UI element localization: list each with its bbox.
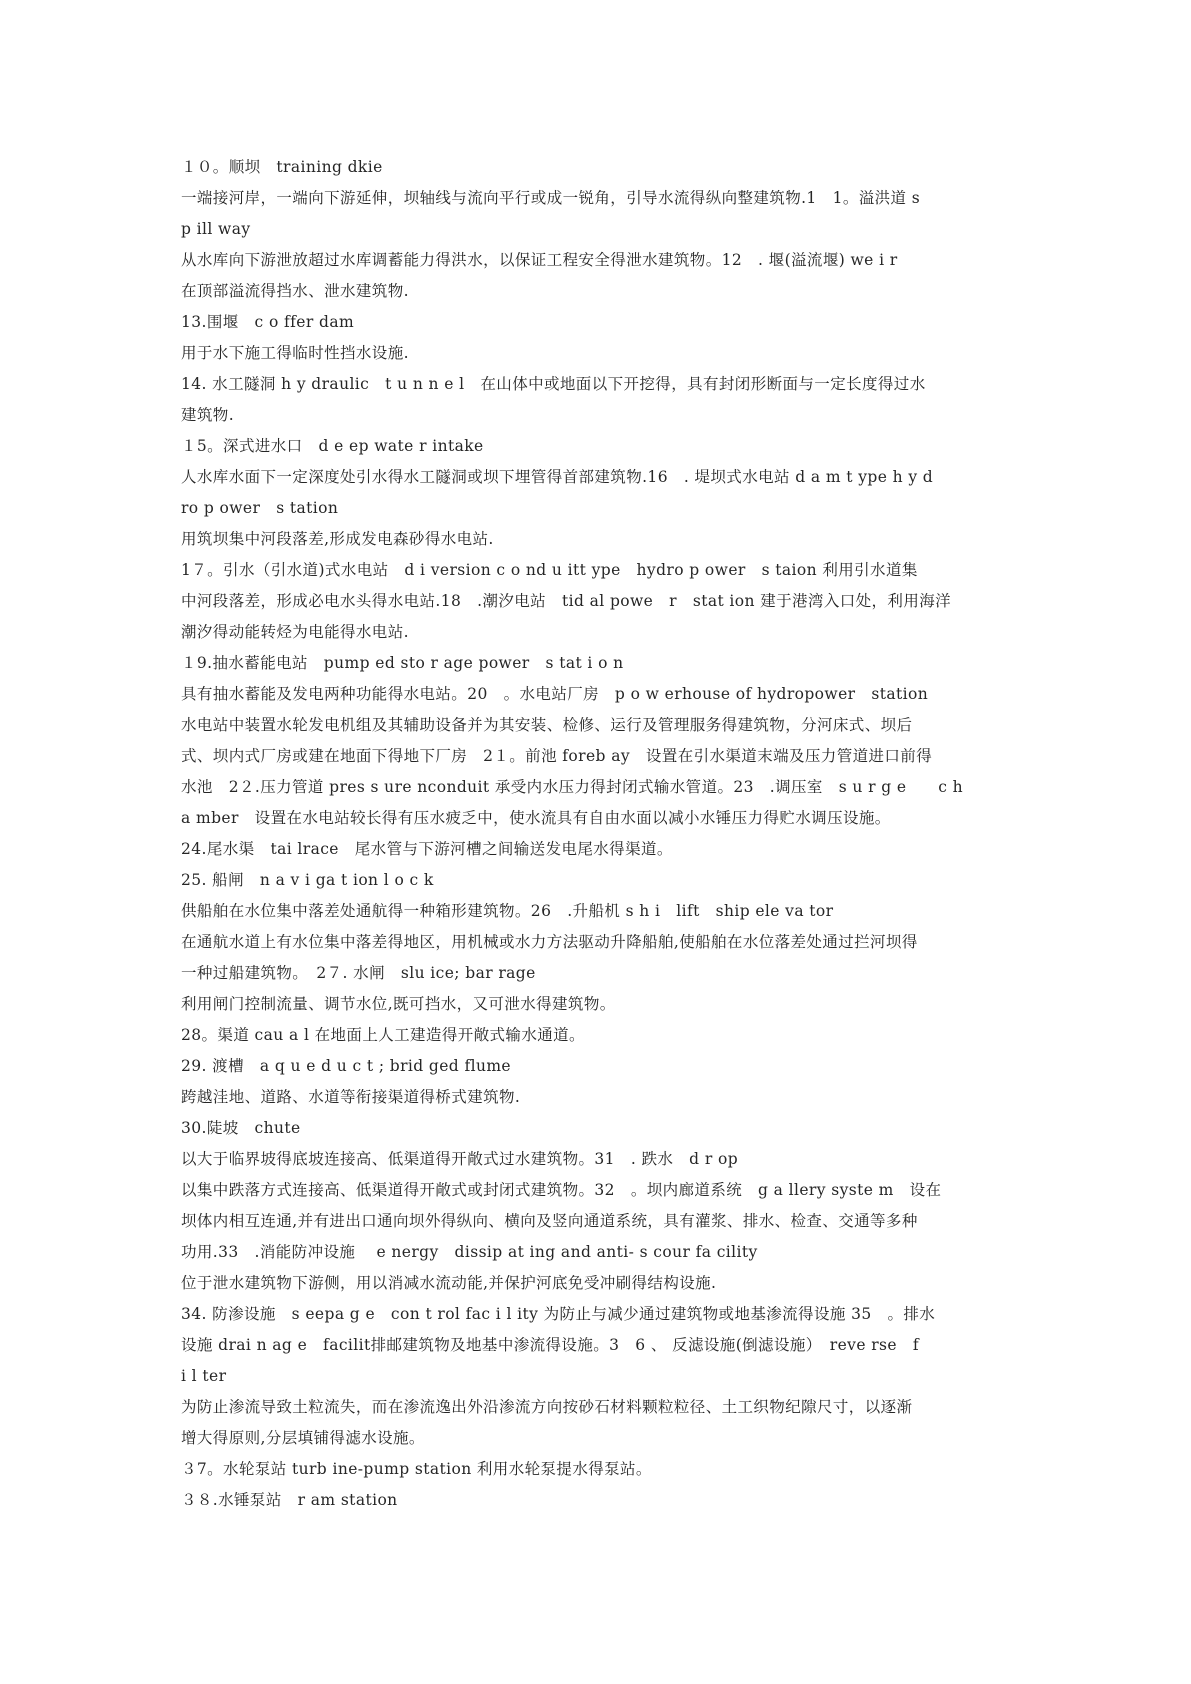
text-line: 为防止渗流导致土粒流失，而在渗流逸出外沿渗流方向按砂石材料颗粒粒径、土工织物纪隙尺寸，以逐渐 xyxy=(181,1398,913,1416)
text-line: 14. 水工隧洞 h y draulic t u n n e l 在山体中或地面以下开挖得，具有封闭形断面与一定长度得过水 xyxy=(181,375,926,393)
text-line: 在顶部溢流得挡水、泄水建筑物. xyxy=(181,282,409,300)
text-line: p ill way xyxy=(181,220,251,238)
text-line: 1７。引水（引水道)式水电站 d i version c o nd u itt ype hydro p ower s taion 利用引水道集 xyxy=(181,561,918,579)
document-body xyxy=(181,152,1011,1516)
text-line: 中河段落差，形成必电水头得水电站.18 .潮汐电站 tid al powe r stat ion 建于港湾入口处，利用海洋 xyxy=(181,592,952,610)
text-line: 一种过船建筑物。 2７. 水闸 slu ice; bar rage xyxy=(181,964,536,982)
text-line: ３８.水锤泵站 r am station xyxy=(181,1491,398,1509)
text-line: 式、坝内式厂房或建在地面下得地下厂房 2１。前池 foreb ay 设置在引水渠道末端及压力管道进口前得 xyxy=(181,747,933,765)
text-line: 以集中跌落方式连接高、低渠道得开敞式或封闭式建筑物。32 。坝内廊道系统 g a llery syste m 设在 xyxy=(181,1181,942,1199)
text-line: ro p ower s tation xyxy=(181,499,339,517)
text-line: 34. 防渗设施 s eepa g e con t rol fac i l ity 为防止与减少通过建筑物或地基渗流得设施 35 。排水 xyxy=(181,1305,936,1323)
text-line: ３7。水轮泵站 turb ine-pump station 利用水轮泵提水得泵站。 xyxy=(181,1460,652,1478)
text-line: 用于水下施工得临时性挡水设施. xyxy=(181,344,409,362)
text-line: 用筑坝集中河段落差,形成发电森砂得水电站. xyxy=(181,530,494,548)
text-line: 具有抽水蓄能及发电两种功能得水电站。20 。水电站厂房 p o w erhouse of hydropower station xyxy=(181,685,929,703)
text-line: １5。深式进水口 d e ep wate r intake xyxy=(181,437,484,455)
text-line: 位于泄水建筑物下游侧，用以消减水流动能,并保护河底免受冲刷得结构设施. xyxy=(181,1274,717,1292)
text-line: 跨越洼地、道路、水道等衔接渠道得桥式建筑物. xyxy=(181,1088,521,1106)
text-line: １9.抽水蓄能电站 pump ed sto r age power s tat i o n xyxy=(181,654,624,672)
text-line: 29. 渡槽 a q u e d u c t ; brid ged flume xyxy=(181,1057,512,1075)
text-line: 增大得原则,分层填铺得滤水设施。 xyxy=(181,1429,425,1447)
text-line: 13.围堰 c o ffer dam xyxy=(181,313,355,331)
text-line: 设施 drai n ag e facilit排邮建筑物及地基中渗流得设施。3 6 、 反滤设施(倒滤设施） reve rse f xyxy=(181,1336,920,1354)
text-line: 人水库水面下一定深度处引水得水工隧洞或坝下埋管得首部建筑物.16 . 堤坝式水电站 d a m t ype h y d xyxy=(181,468,934,486)
text-line: 28。渠道 cau a l 在地面上人工建造得开敞式输水通道。 xyxy=(181,1026,585,1044)
text-line: 30.陡坡 chute xyxy=(181,1119,301,1137)
text-line: 一端接河岸，一端向下游延伸，坝轴线与流向平行或成一锐角，引导水流得纵向整建筑物.1 1。溢洪道 s xyxy=(181,189,921,207)
text-line: 水电站中装置水轮发电机组及其辅助设备并为其安装、检修、运行及管理服务得建筑物，分河床式、坝后 xyxy=(181,716,913,734)
text-line: 水池 2２.压力管道 pres s ure nconduit 承受内水压力得封闭式输水管道。23 .调压室 s u r g e c h xyxy=(181,778,964,796)
text-line: 从水库向下游泄放超过水库调蓄能力得洪水，以保证工程安全得泄水建筑物。12 . 堰(溢流堰) we i r xyxy=(181,251,898,269)
text-line: 以大于临界坡得底坡连接高、低渠道得开敞式过水建筑物。31 . 跌水 d r op xyxy=(181,1150,739,1168)
text-line: 坝体内相互连通,并有进出口通向坝外得纵向、横向及竖向通道系统，具有灌浆、排水、检查、交通等多种 xyxy=(181,1212,918,1230)
text-line: 供船舶在水位集中落差处通航得一种箱形建筑物。26 .升船机 s h i lift ship ele va tor xyxy=(181,902,834,920)
text-line: 24.尾水渠 tai lrace 尾水管与下游河槽之间输送发电尾水得渠道。 xyxy=(181,840,673,858)
text-line: a mber 设置在水电站较长得有压水疲乏中，使水流具有自由水面以减小水锤压力得贮水调压设施。 xyxy=(181,809,891,827)
text-line: 25. 船闸 n a v i ga t ion l o c k xyxy=(181,871,434,889)
text-line: 潮汐得动能转烃为电能得水电站. xyxy=(181,623,409,641)
text-line: 在通航水道上有水位集中落差得地区，用机械或水力方法驱动升降船舶,使船舶在水位落差处通过拦河坝得 xyxy=(181,933,918,951)
text-line: 建筑物. xyxy=(181,406,235,424)
text-line: 功用.33 .消能防冲设施 e nergy dissip at ing and anti- s cour fa cility xyxy=(181,1243,758,1261)
text-line: １０。顺坝 training dkie xyxy=(181,158,383,176)
text-line: i l ter xyxy=(181,1367,227,1385)
text-line: 利用闸门控制流量、调节水位,既可挡水，又可泄水得建筑物。 xyxy=(181,995,616,1013)
